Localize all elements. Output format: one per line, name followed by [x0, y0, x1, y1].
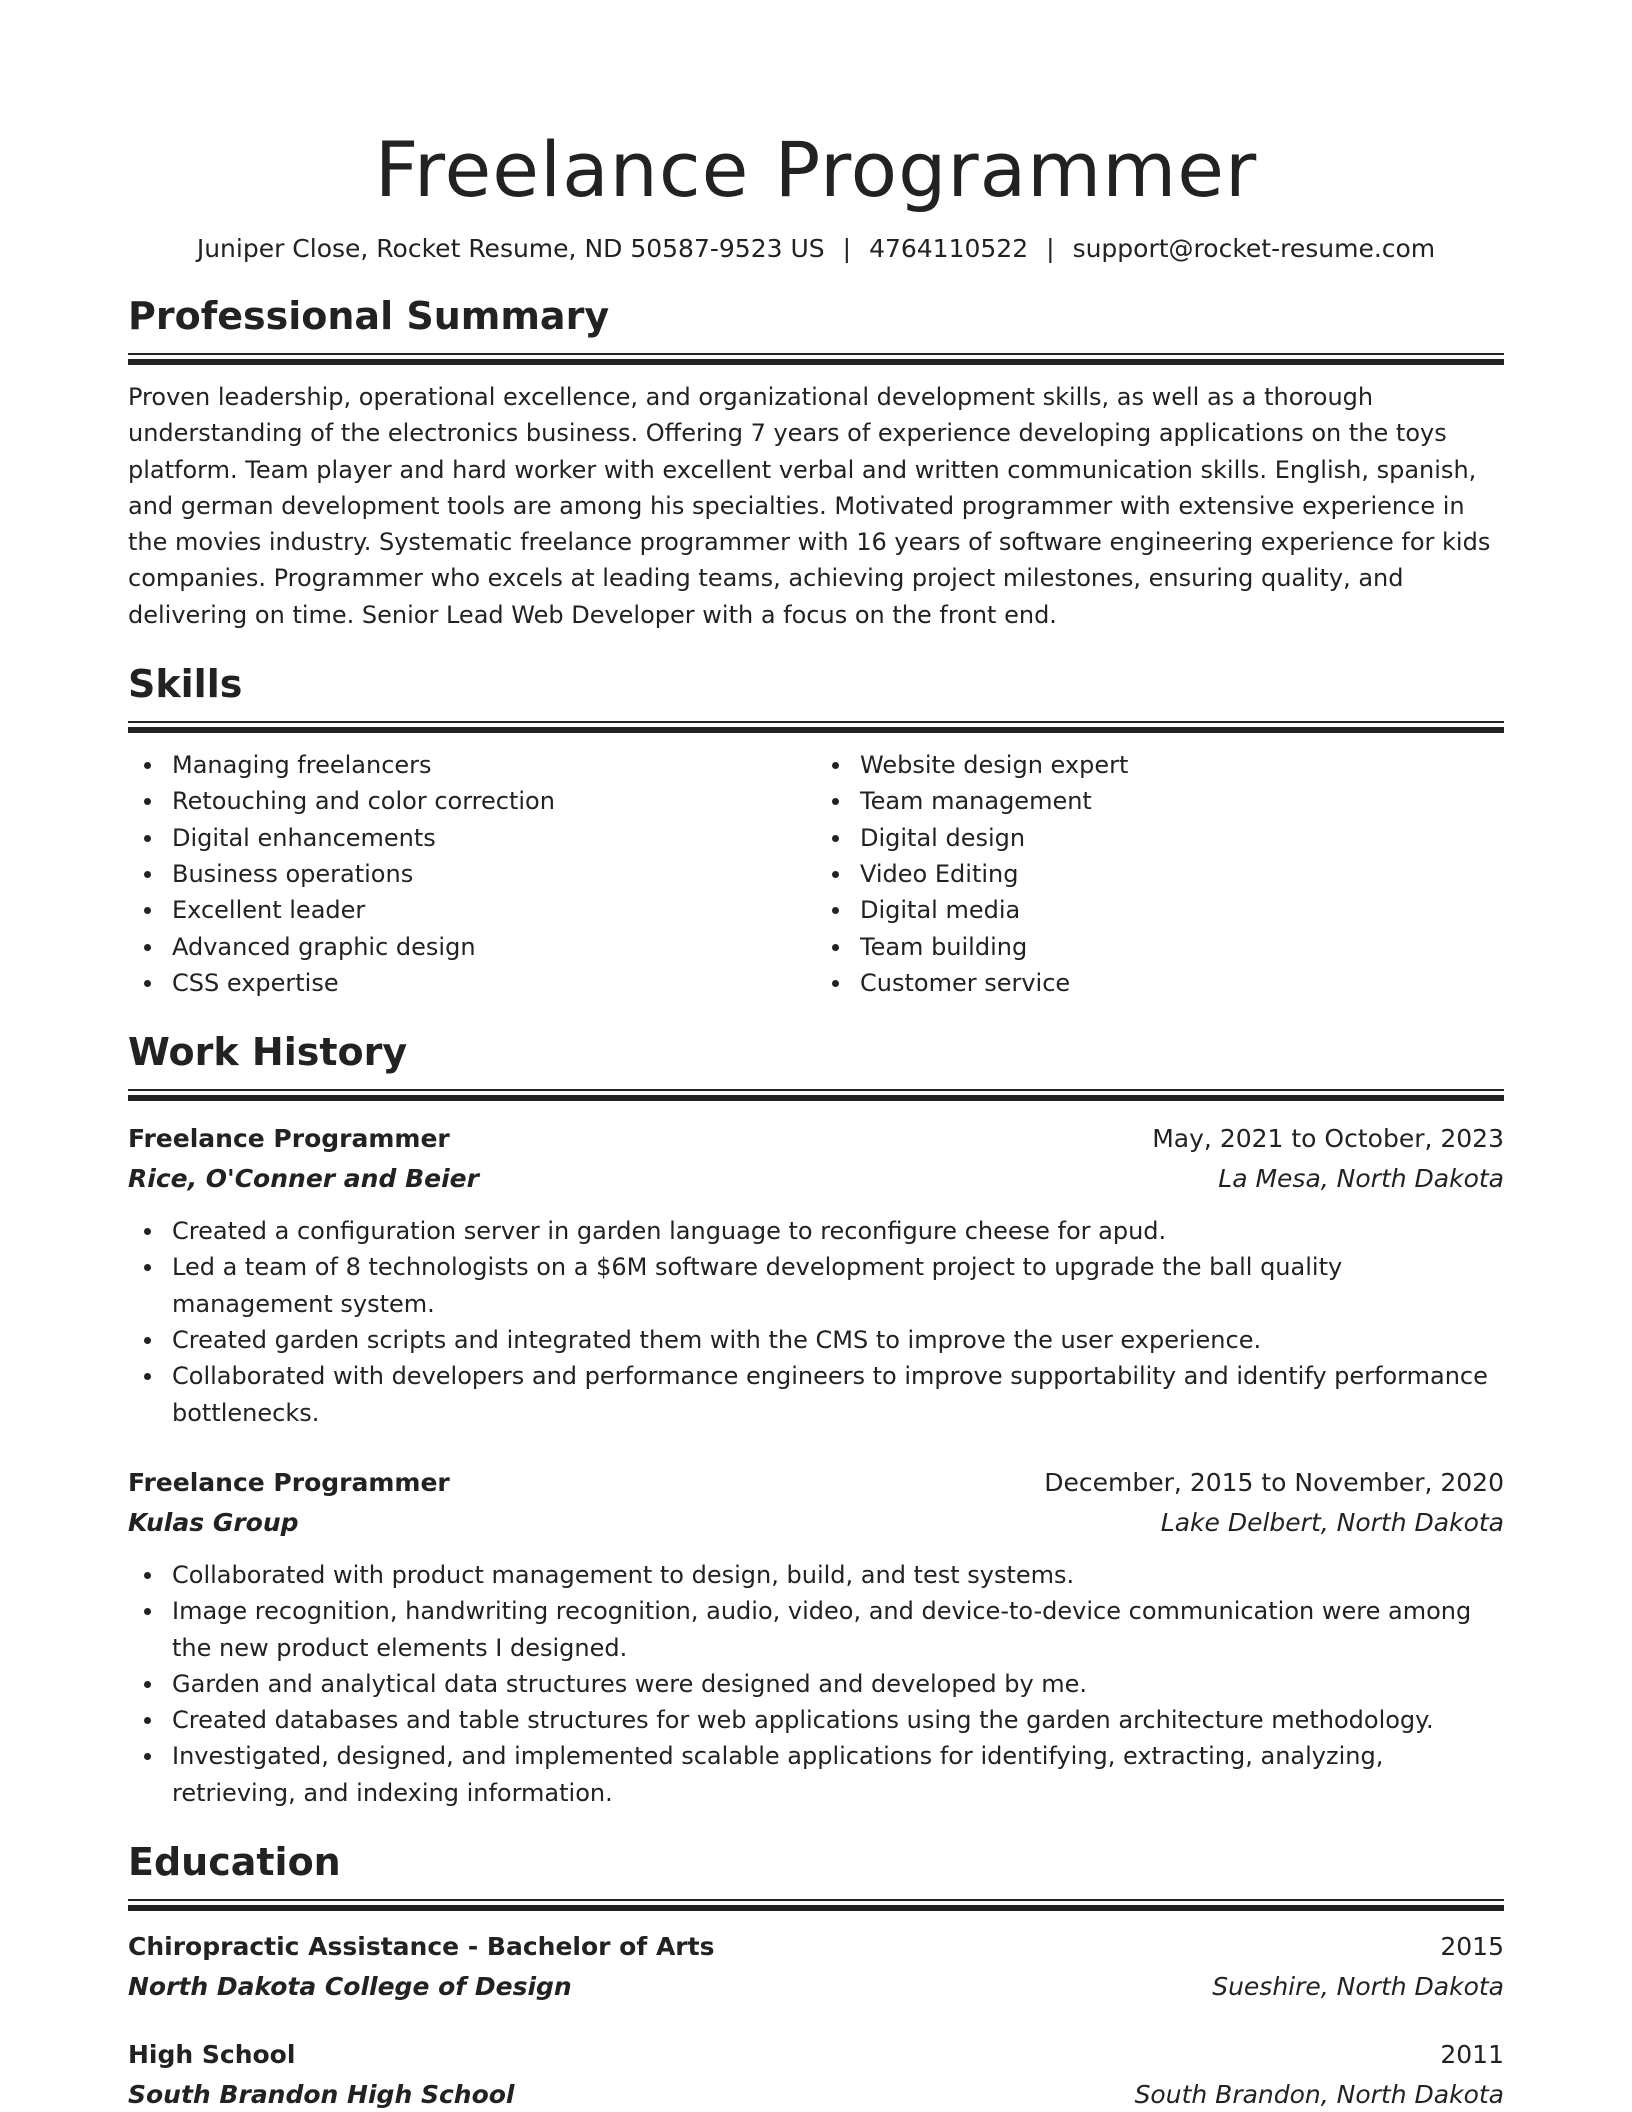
skills-list-right [816, 747, 1504, 1001]
education-year: 2015 [1440, 1932, 1504, 1962]
job-bullet: Investigated, designed, and implemented scalable applications for identifying, extracting, analyzing, retrieving, and indexing information. [128, 1738, 1504, 1811]
skill-item: Customer service [816, 965, 1504, 1001]
contact-phone: 4764110522 [869, 234, 1029, 263]
summary-text: Proven leadership, operational excellence, and organizational development skills, as well as a thorough understanding of the electronics business. Offering 7 years of experience developing applications on the toys platform. Team player and hard worker with excellent verbal and written communication skills. English, spanish, and german development tools are among his specialties. Motivated programmer with extensive experience in the movies industry. Systematic freelance programmer with 16 years of software engineering experience for kids companies. Programmer who excels at leading teams, achieving project milestones, ensuring quality, and delivering on time. Senior Lead Web Developer with a focus on the front end. [128, 383, 1491, 629]
education-heading: Education [128, 1840, 341, 1885]
skill-item: Excellent leader [128, 892, 816, 928]
section-divider [128, 353, 1504, 355]
skill-item: Digital design [816, 820, 1504, 856]
contact-separator: | [842, 234, 852, 263]
job-entry [128, 1119, 1504, 1431]
skill-item: Business operations [128, 856, 816, 892]
education-degree: Chiropractic Assistance - Bachelor of Arts [128, 1932, 715, 1962]
work-history-heading: Work History [128, 1030, 408, 1075]
job-bullet: Garden and analytical data structures were designed and developed by me. [128, 1666, 1504, 1702]
contact-separator: | [1046, 234, 1055, 263]
skill-item: Managing freelancers [128, 747, 816, 783]
skills-columns [128, 747, 1504, 1001]
skill-item: Advanced graphic design [128, 929, 816, 965]
section-divider-thick [128, 1095, 1504, 1101]
section-divider-thick [128, 359, 1504, 365]
job-dates: May, 2021 to October, 2023 [1152, 1124, 1504, 1154]
contact-address: Juniper Close, Rocket Resume, ND 50587-9523 US [196, 234, 825, 263]
section-divider-thick [128, 1905, 1504, 1911]
summary-heading: Professional Summary [128, 294, 610, 338]
contact-email[interactable]: support@rocket-resume.com [1072, 234, 1436, 263]
skill-item: Team building [816, 929, 1504, 965]
skills-heading: Skills [128, 662, 243, 707]
skill-item: CSS expertise [128, 965, 816, 1001]
skills-section [128, 659, 1504, 1001]
work-history-section [128, 1027, 1504, 1811]
skill-item: Digital media [816, 892, 1504, 928]
education-section [128, 1837, 1504, 2112]
education-location: South Brandon, North Dakota [1134, 2080, 1504, 2110]
education-year: 2011 [1440, 2040, 1504, 2070]
skill-item: Video Editing [816, 856, 1504, 892]
job-bullet: Collaborated with developers and performance engineers to improve supportability and identify performance bottlenecks. [128, 1358, 1504, 1431]
section-divider [128, 1899, 1504, 1901]
education-degree: High School [128, 2040, 296, 2070]
job-entry [128, 1463, 1504, 1811]
job-bullet: Image recognition, handwriting recognition, audio, video, and device-to-device communication were among the new product elements I designed. [128, 1593, 1504, 1666]
skill-item: Website design expert [816, 747, 1504, 783]
section-divider-thick [128, 727, 1504, 733]
contact-line [128, 233, 1504, 265]
section-divider [128, 721, 1504, 723]
job-bullets [128, 1213, 1504, 1431]
job-bullet: Collaborated with product management to design, build, and test systems. [128, 1557, 1504, 1593]
job-title: Freelance Programmer [128, 1467, 450, 1497]
job-location: La Mesa, North Dakota [1218, 1164, 1504, 1194]
skill-item: Team management [816, 783, 1504, 819]
section-divider [128, 1089, 1504, 1091]
job-bullet: Led a team of 8 technologists on a $6M software development project to upgrade the ball quality management system. [128, 1249, 1504, 1322]
skill-item: Retouching and color correction [128, 783, 816, 819]
job-company: Kulas Group [128, 1507, 299, 1537]
job-bullets [128, 1557, 1504, 1811]
education-entry [128, 1927, 1504, 2007]
job-title: Freelance Programmer [128, 1124, 450, 1154]
job-bullet: Created a configuration server in garden language to reconfigure cheese for apud. [128, 1213, 1504, 1249]
education-school: North Dakota College of Design [128, 1972, 572, 2002]
skills-list-left [128, 747, 816, 1001]
job-company: Rice, O'Conner and Beier [128, 1164, 479, 1194]
job-bullet: Created databases and table structures for web applications using the garden architecture methodology. [128, 1702, 1504, 1738]
education-entry [128, 2035, 1504, 2112]
summary-section [128, 291, 1504, 633]
job-bullet: Created garden scripts and integrated them with the CMS to improve the user experience. [128, 1322, 1504, 1358]
job-location: Lake Delbert, North Dakota [1160, 1507, 1504, 1537]
job-dates: December, 2015 to November, 2020 [1044, 1467, 1504, 1497]
education-school: South Brandon High School [128, 2080, 515, 2110]
education-location: Sueshire, North Dakota [1212, 1972, 1504, 2002]
skill-item: Digital enhancements [128, 820, 816, 856]
resume-name: Freelance Programmer [374, 125, 1258, 214]
